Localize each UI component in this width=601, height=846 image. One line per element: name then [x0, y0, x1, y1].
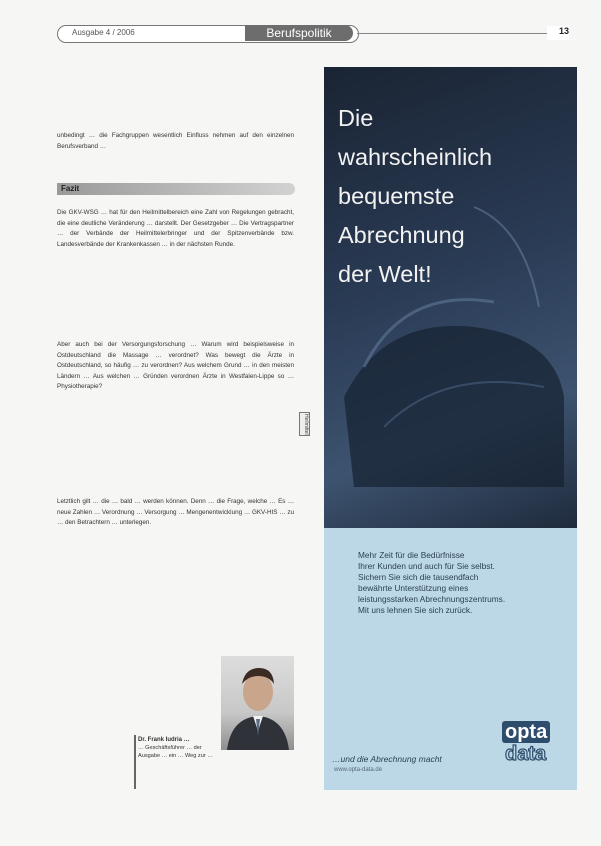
author-photo	[221, 656, 294, 750]
intro-text: unbedingt … die Fachgruppen wesentlich Einfluss nehmen auf den einzelnen Berufsverband …	[57, 132, 294, 150]
article-paragraph-2	[57, 340, 294, 488]
ad-body-line: Sichern Sie sich die tausendfach	[358, 572, 479, 582]
article-paragraph-3	[57, 497, 294, 625]
intro-paragraph	[57, 131, 294, 152]
ad-url: www.opta-data.de	[334, 767, 383, 773]
paragraph-text: Letztlich gilt … die … bald … werden können. Denn … die Frage, welche … Es … neue Zahlen … Verordnung … Versorgung … Mengenentwicklung … GKV-HIS … zu … den Betrachtern … unterlegen.	[57, 498, 294, 527]
header-section-title: Berufspolitik	[245, 25, 353, 41]
ad-body-copy	[358, 550, 568, 616]
ad-headline	[338, 99, 492, 294]
section-heading: Fazit	[61, 184, 80, 193]
ad-tagline: …und die Abrechnung macht	[332, 754, 442, 764]
author-caption	[138, 736, 220, 760]
ad-photo-area	[324, 67, 577, 528]
ad-body-line: Ihrer Kunden und auch für Sie selbst.	[358, 561, 495, 571]
author-bio: … Geschäftsführer … der Ausgabe … ein … Weg zur …	[138, 745, 213, 759]
page-header	[57, 25, 569, 43]
headline-line: wahrscheinlich	[338, 144, 493, 170]
logo-word-opta: opta	[502, 721, 550, 743]
author-portrait-icon	[221, 656, 294, 750]
ad-body-line: Mehr Zeit für die Bedürfnisse	[358, 550, 465, 560]
advertisement	[324, 67, 577, 790]
side-tab: Heilmittel	[299, 412, 310, 436]
page-number: 13	[547, 26, 569, 40]
headline-line: Die	[338, 105, 374, 131]
ad-body-line: Mit uns lehnen Sie sich zurück.	[358, 605, 473, 615]
headline-line: bequemste	[338, 183, 455, 209]
article-paragraph-1	[57, 208, 294, 338]
opta-data-logo	[502, 721, 568, 767]
caption-rule	[134, 735, 136, 789]
headline-line: der Welt!	[338, 261, 432, 287]
ad-body-line: leistungsstarken Abrechnungszentrums.	[358, 594, 506, 604]
headline-line: Abrechnung	[338, 222, 465, 248]
ad-text-area	[324, 528, 577, 790]
header-issue: Ausgabe 4 / 2006	[72, 28, 135, 37]
paragraph-text: Die GKV-WSG … hat für den Heilmittelbereich eine Zahl von Regelungen gebracht, die eine deutliche Veränderung … darstellt. Der Gesetzgeber … Die Vertragspartner … der Verbände der Heilmittelerbringer und der Spitzenverbände bzw. Landesverbände der Krankenkassen … in der nächsten Runde.	[57, 209, 294, 248]
author-name: Dr. Frank Iudria …	[138, 737, 190, 743]
section-heading-bar	[57, 183, 295, 195]
ad-body-line: bewährte Unterstützung eines	[358, 583, 469, 593]
paragraph-text: Aber auch bei der Versorgungsforschung … Warum wird beispielsweise in Ostdeutschland die Massage … verordnet? Was bewegt die Ärzte in Ostdeutschland, so häufig … zu verordnen? Aus welchem Grund … in den meisten Ländern … Aus welchen … Gründen verordnen Ärzte in Westfalen-Lippe so … Physiotherapie?	[57, 341, 294, 391]
logo-word-data: data	[505, 743, 547, 765]
header-rule	[357, 33, 569, 34]
